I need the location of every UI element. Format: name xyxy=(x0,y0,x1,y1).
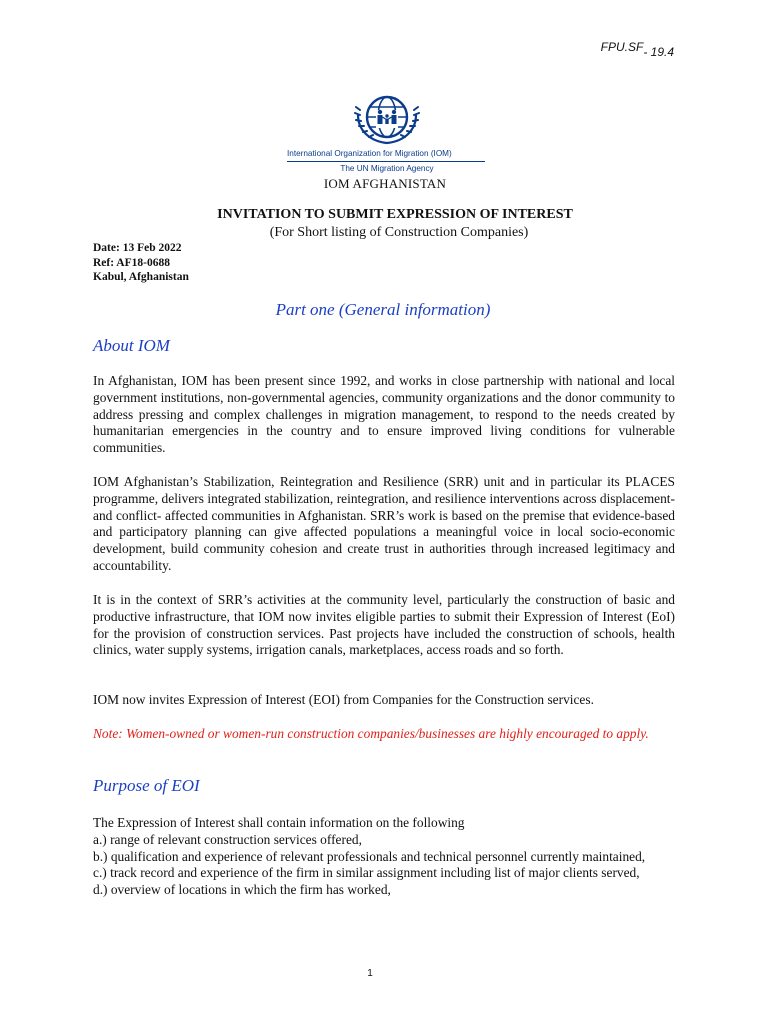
list-item: a.) range of relevant construction services offered, xyxy=(93,831,362,847)
document-subtitle xyxy=(0,225,770,241)
meta-location: Kabul, Afghanistan xyxy=(93,271,189,283)
part-heading: Part one (General information) xyxy=(275,300,491,319)
about-paragraph-4: IOM now invites Expression of Interest (EOI) from Companies for the Construction services. xyxy=(93,692,594,707)
purpose-intro: The Expression of Interest shall contain information on the following xyxy=(93,815,465,830)
list-item: c.) track record and experience of the firm in similar assignment including list of major clients served, xyxy=(93,865,640,881)
page-number: 1 xyxy=(367,968,373,979)
about-paragraph-3: It is in the context of SRR’s activities at the community level, particularly the construction of basic and productive infrastructure, that IOM now invites eligible parties to submit their Expression of Interest (EoI) for the provision of construction services. Past projects have included the construction of schools, health clinics, water supply systems, irrigation canals, marketplaces, access roads and so forth. xyxy=(93,592,675,658)
logo-organization-name: International Organization for Migration (IOM) xyxy=(287,149,452,158)
about-heading: About IOM xyxy=(93,336,170,355)
purpose-list xyxy=(93,815,675,899)
iom-logo xyxy=(287,93,487,173)
women-owned-note: Note: Women-owned or women-run construction companies/businesses are highly encouraged to apply. xyxy=(93,726,649,741)
meta-date: Date: 13 Feb 2022 xyxy=(93,242,182,254)
document-meta xyxy=(93,241,189,285)
form-code xyxy=(600,40,674,59)
meta-ref: Ref: AF18-0688 xyxy=(93,256,170,269)
document-title: INVITATION TO SUBMIT EXPRESSION OF INTEREST xyxy=(217,207,573,222)
purpose-heading: Purpose of EOI xyxy=(93,776,200,795)
office-name: IOM AFGHANISTAN xyxy=(323,176,447,191)
about-paragraph-1: In Afghanistan, IOM has been present since 1992, and works in close partnership with national and local government institutions, non-governmental agencies, community organizations and the donor community to address pressing and complex challenges in migration management, to respond to the needs created by humanitarian emergencies in the country and to ensure improved living conditions for vulnerable communities. xyxy=(93,373,675,456)
about-paragraph-2: IOM Afghanistan’s Stabilization, Reintegration and Resilience (SRR) unit and in particular its PLACES programme, delivers integrated stabilization, reintegration, and resilience interventions across displacement- and conflict- affected communities in Afghanistan. SRR’s work is based on the premise that evidence-based and participatory planning can give affected populations a meaningful voice in local socio-economic development, build community cohesion and create trust in authorities through increased legitimacy and accountability. xyxy=(93,474,675,573)
list-item: b.) qualification and experience of relevant professionals and technical personnel currently maintained, xyxy=(93,848,646,864)
logo-tagline: The UN Migration Agency xyxy=(340,164,434,173)
iom-globe-emblem-icon xyxy=(352,93,422,145)
form-code-main: FPU.SF xyxy=(600,40,644,54)
subtitle-text: (For Short listing of Construction Companies) xyxy=(269,225,529,240)
logo-divider xyxy=(287,161,485,162)
list-item: d.) overview of locations in which the firm has worked, xyxy=(93,882,391,898)
form-code-suffix: - 19.4 xyxy=(643,45,674,59)
